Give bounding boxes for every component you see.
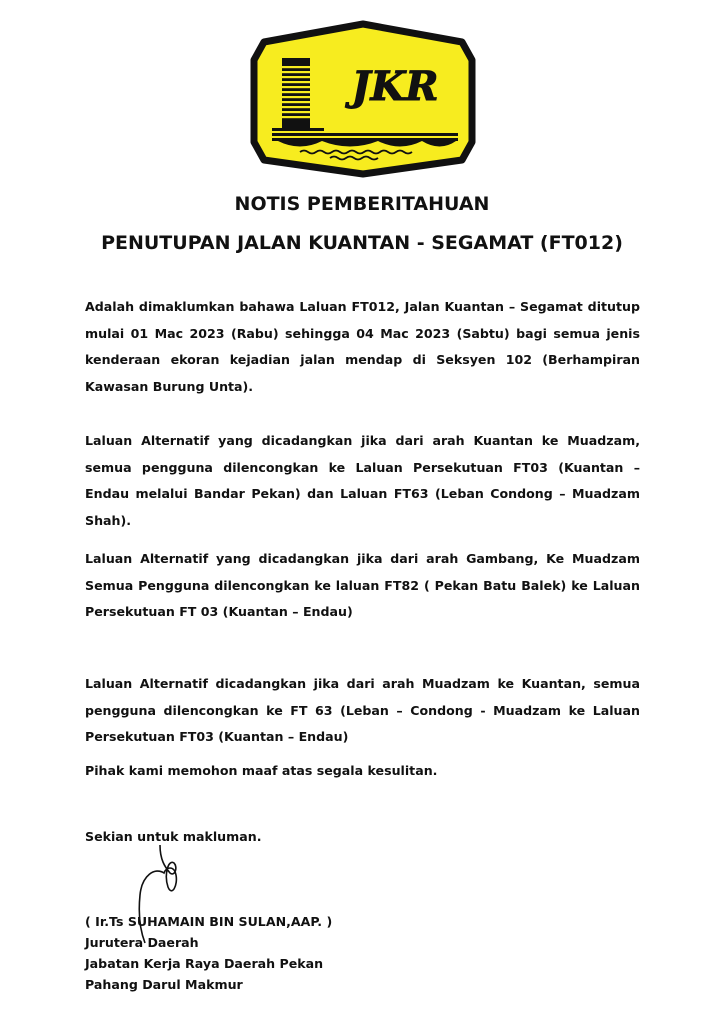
signatory-name: ( Ir.Ts SUHAMAIN BIN SULAN,AAP. ) — [85, 914, 333, 929]
paragraph-apology: Pihak kami memohon maaf atas segala kesulitan. — [85, 763, 438, 778]
signatory-position: Jurutera Daerah — [85, 935, 199, 950]
closing-line: Sekian untuk makluman. — [85, 829, 262, 844]
jkr-logo — [250, 20, 476, 178]
logo-text: JKR — [351, 63, 439, 110]
paragraph-alt-route-kuantan: Laluan Alternatif yang dicadangkan jika dari arah Kuantan ke Muadzam, semua pengguna dilencongkan ke Laluan Persekutuan FT03 (Kuantan – Endau melalui Bandar Pekan) dan Laluan FT63 (Leban Condong – Muadzam Shah). — [85, 433, 640, 528]
signatory-state: Pahang Darul Makmur — [85, 977, 243, 992]
paragraph-alt-route-muadzam: Laluan Alternatif dicadangkan jika dari arah Muadzam ke Kuantan, semua pengguna dilencongkan ke FT 63 (Leban – Condong - Muadzam ke Laluan Persekutuan FT03 (Kuantan – Endau) — [85, 676, 640, 744]
paragraph-alt-route-gambang: Laluan Alternatif yang dicadangkan jika dari arah Gambang, Ke Muadzam Semua Pengguna dilencongkan ke laluan FT82 ( Pekan Batu Balek) ke Laluan Persekutuan FT 03 (Kuantan – Endau) — [85, 551, 640, 619]
handwritten-signature — [130, 845, 210, 945]
notice-subtitle: PENUTUPAN JALAN KUANTAN - SEGAMAT (FT012) — [101, 232, 623, 254]
signatory-department: Jabatan Kerja Raya Daerah Pekan — [85, 956, 324, 971]
paragraph-closure: Adalah dimaklumkan bahawa Laluan FT012, Jalan Kuantan – Segamat ditutup mulai 01 Mac 2023 (Rabu) sehingga 04 Mac 2023 (Sabtu) bagi semua jenis kenderaan ekoran kejadian jalan mendap di Seksyen 102 (Berhampiran Kawasan Burung Unta). — [85, 299, 640, 394]
notice-title: NOTIS PEMBERITAHUAN — [234, 193, 490, 215]
building-icon — [282, 58, 310, 130]
